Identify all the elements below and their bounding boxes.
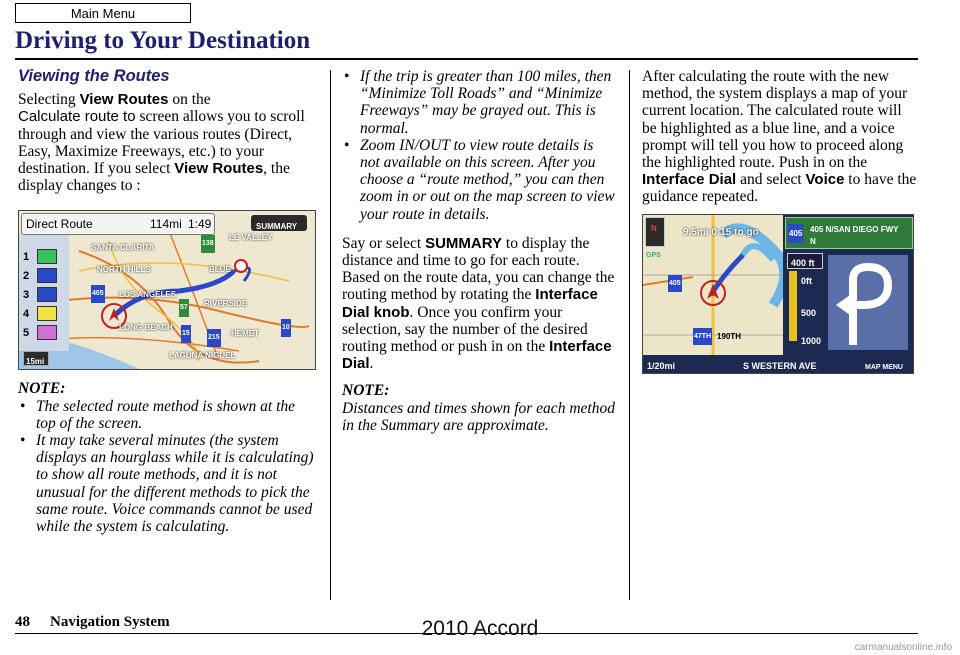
bullet-item: • Zoom IN/OUT to view route details is not available on this screen. After you choose a “route method,” you can then zoom in or out on the map screen to view your route in details. — [342, 137, 616, 223]
route-number: 1 — [23, 251, 30, 264]
route-option-4[interactable] — [23, 304, 63, 322]
summary-paragraph — [342, 235, 616, 373]
column-1 — [18, 68, 318, 535]
highway-shield: 215 — [207, 329, 221, 346]
current-street: S WESTERN AVE — [743, 360, 817, 371]
model-name: 2010 Accord — [421, 617, 539, 640]
place-label: LAGUNA NIGUEL — [169, 351, 236, 361]
column-2 — [342, 68, 616, 434]
street-label: 190TH — [717, 331, 742, 341]
text-run: . — [369, 355, 374, 373]
freeway-name: 405 N/SAN DIEGO FWY — [810, 224, 899, 234]
view-routes-term: View Routes — [79, 91, 169, 109]
note-heading: NOTE: — [18, 380, 66, 398]
map-scale — [23, 351, 49, 366]
route-number: 4 — [23, 308, 30, 321]
distance-bar — [789, 271, 797, 341]
bullet-item: • If the trip is greater than 100 miles, then “Minimize Toll Roads” and “Minimize Freeways” may be grayed out. This is normal. — [342, 68, 616, 137]
freeway-direction: N — [810, 236, 816, 246]
route-overview-map — [18, 210, 316, 370]
bottom-bar — [643, 355, 913, 373]
highway-shield: 405 — [668, 275, 682, 292]
note-item: • The selected route method is shown at the top of the screen. — [18, 398, 318, 432]
gps-indicator: GPS — [646, 251, 661, 259]
place-label: HEMET — [231, 329, 259, 339]
route-option-5[interactable] — [23, 323, 63, 341]
place-label: LOS ANGELES — [119, 290, 177, 300]
text-run: Say or select — [342, 234, 426, 252]
place-label: SANTA CLARITA — [91, 243, 155, 253]
route-number: 5 — [23, 327, 30, 340]
bar-label: 500 — [801, 307, 817, 318]
route-name: Direct Route — [26, 217, 93, 232]
street-shield: 47TH — [693, 328, 712, 345]
route-option-2[interactable] — [23, 266, 63, 284]
view-routes-term-2: View Routes — [174, 160, 264, 178]
calculate-route-term: Calculate route to — [18, 108, 136, 126]
highway-shield: 138 — [201, 235, 215, 252]
text-run: to have the guidance repeated. — [642, 171, 917, 206]
column-divider — [330, 70, 331, 600]
route-selector[interactable] — [23, 247, 63, 341]
guidance-map — [642, 214, 914, 374]
route-number: 3 — [23, 289, 30, 302]
summary-term: SUMMARY — [425, 234, 503, 252]
place-label: LONG BEACH — [119, 323, 173, 333]
summary-label: SUMMARY — [256, 222, 298, 232]
distance-box-label: 400 ft — [791, 257, 815, 268]
highway-shield: 405 — [91, 285, 105, 302]
route-color-swatch — [37, 306, 57, 321]
highway-shield: 57 — [179, 299, 189, 316]
main-menu-button[interactable]: Main Menu — [15, 3, 191, 23]
freeway-banner — [785, 217, 913, 249]
bar-label: 0ft — [801, 275, 812, 286]
route-color-swatch — [37, 249, 57, 264]
route-title-bar — [21, 213, 215, 235]
freeway-shield: 405 — [788, 224, 803, 243]
route-time: 1:49 — [188, 217, 212, 232]
place-label: BLUE — [209, 265, 231, 275]
distance-box — [787, 253, 823, 269]
page-number: 48 — [15, 614, 30, 630]
place-label: RIVERSIDE — [204, 299, 248, 309]
highway-shield: 15 — [181, 325, 191, 342]
scale-label: 15mi — [26, 357, 45, 367]
place-label: NORTH HILLS — [97, 265, 151, 275]
intro-paragraph — [18, 91, 318, 194]
place-label: LE VALLEY — [229, 233, 273, 243]
interface-dial-term: Interface Dial — [642, 171, 737, 189]
note-list — [18, 398, 318, 536]
route-color-swatch — [37, 287, 57, 302]
route-distance: 114mi — [150, 217, 182, 232]
footer-label: Navigation System — [50, 614, 170, 630]
watermark: carmanualsonline.info — [854, 642, 952, 653]
section-heading: Viewing the Routes — [18, 67, 170, 85]
route-color-swatch — [37, 325, 57, 340]
map-scale: 1/20mi — [647, 360, 676, 371]
route-option-1[interactable] — [23, 247, 63, 265]
text-run: to display the distance and time to go for each route. Based on the route data, you can change the routing method by rotating the — [342, 234, 615, 304]
guidance-paragraph — [642, 68, 918, 206]
title-rule — [15, 58, 918, 60]
interface-dial-term: Interface Dial — [342, 338, 612, 373]
map-menu-button[interactable]: MAP MENU — [865, 363, 903, 371]
text-run: on the — [168, 91, 211, 109]
turn-arrow-icon — [828, 255, 908, 350]
distance-to-go: 9.5mi 0:15 to go — [683, 226, 759, 238]
route-color-swatch — [37, 268, 57, 283]
column-3 — [642, 68, 918, 374]
text-run: screen allows you to scroll through and view the various routes (Direct, Easy, Maximize Freeways, etc.) to your destination. If you select — [18, 108, 305, 178]
text-run: . Once you confirm your selection, say the number of the desired routing method or push in on the — [342, 303, 588, 356]
text-run: and select — [736, 171, 806, 189]
text-run: , the display changes to : — [18, 160, 290, 195]
column-divider — [629, 70, 630, 600]
bar-label: 1000 — [801, 335, 822, 346]
compass[interactable] — [645, 217, 665, 247]
compass-label: N — [651, 223, 657, 233]
interface-dial-knob-term: Interface Dial knob — [342, 286, 598, 321]
text-run: After calculating the route with the new method, the system displays a map of your current location. The calculated route will be highlighted as a blue line, and a voice prompt will tell you how to proceed along the highlighted route. Push in on the — [642, 68, 908, 172]
voice-term: Voice — [805, 171, 845, 189]
highway-shield: 10 — [281, 319, 291, 336]
text-run: Selecting — [18, 91, 80, 109]
route-number: 2 — [23, 270, 30, 283]
bullet-list — [342, 68, 616, 223]
route-option-3[interactable] — [23, 285, 63, 303]
page-title: Driving to Your Destination — [15, 27, 311, 54]
note-text: Distances and times shown for each method in the Summary are approximate. — [342, 399, 615, 434]
note-heading: NOTE: — [342, 382, 390, 400]
note-item: • It may take several minutes (the system displays an hourglass while it is calculating) to show all route methods, and it is not unusual for the different methods to pick the same route. Voice commands cannot be used while the system is calculating. — [18, 432, 318, 535]
